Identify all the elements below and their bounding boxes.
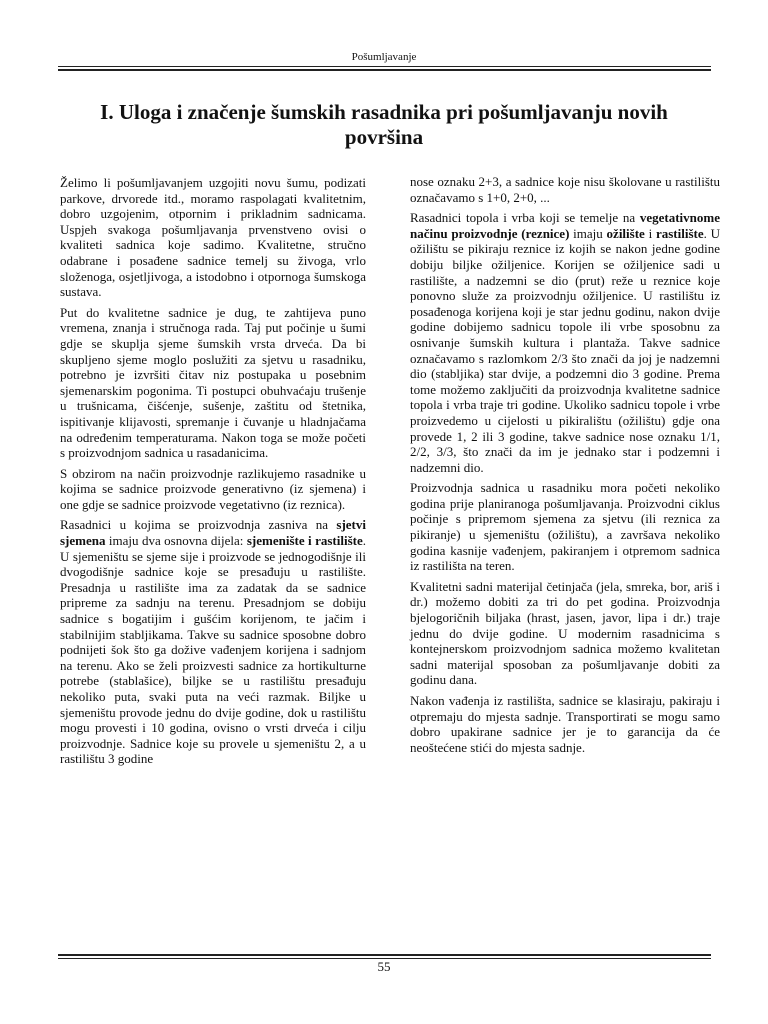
page-number: 55 bbox=[377, 959, 391, 974]
paragraph: Put do kvalitetne sadnice je dug, te zahtijeva puno vremena, znanja i stručnoga rada. Taj put počinje u šumi gdje se skuplja sjeme šumskih vrsta drveća. Da bi skupljeno sjeme moglo poslužiti za sjetvu u rasadniku, potrebno je izvršiti čitav niz postupaka u posebnim sjemenarskim pogonima. Ti postupci obuhvaćaju trušenje u trušnicama, čišćenje, sušenje, zaštitu od štetnika, ispitivanje klijavosti, spremanje i čuvanje u hladnjačama na određenim temperaturama. Nakon toga se može početi s proizvodnjom sadnica u rasadanicima. bbox=[60, 304, 366, 461]
header-rule-thick bbox=[58, 69, 711, 71]
running-header: Pošumljavanje bbox=[351, 51, 417, 63]
paragraph: Proizvodnja sadnica u rasadniku mora početi nekoliko godina prije planiranoga pošumljavanja. Proizvodni ciklus počinje s pripremom sjemena za sjetvu (ili reznica za pikiranje) u sjemeništu (ožilištu), a završava nekoliko godina kasnije vađenjem, pakiranjem i otpremom sadnica iz rastilišta na teren. bbox=[410, 480, 720, 574]
right-column bbox=[410, 174, 720, 760]
text-run: imaju bbox=[569, 225, 607, 241]
text-run: Rasadnici u kojima se proizvodnja zasniva na bbox=[60, 517, 337, 533]
paragraph: nose oznaku 2+3, a sadnice koje nisu školovane u rastilištu označavamo s 1+0, 2+0, ... bbox=[410, 174, 720, 205]
footer-rule-thick bbox=[58, 954, 711, 956]
text-run: imaju dva osnovna dijela: bbox=[105, 533, 247, 549]
paragraph: Želimo li pošumljavanjem uzgojiti novu šumu, podizati parkove, drvorede itd., moramo raspolagati kvalitetnim, dobro uzgojenim, otpornim i prikladnim sadnicama. Uspjeh svakoga pošumljavanja prvenstveno ovisi o kvaliteti sadnica koje sadimo. Kvalitetne, stručno odabrane i posađene sadnice temelj su živoga, vrlo složenoga, osjetljivoga, a istodobno i otpornoga šumskoga sustava. bbox=[60, 175, 366, 300]
bold-term: sjetvi sjemena bbox=[60, 517, 366, 549]
bold-term: vegetativnome načinu proizvodnje (reznice) bbox=[410, 210, 720, 241]
paragraph: S obzirom na način proizvodnje razlikujemo rasadnike u kojima se sadnice proizvode generativno (iz sjemena) i one gdje se sadnice proizvode vegetativno (iz reznica). bbox=[60, 465, 366, 512]
text-run: Rasadnici topola i vrba koji se temelje na bbox=[410, 210, 640, 226]
left-column bbox=[60, 175, 366, 772]
header-rule-thin bbox=[58, 66, 711, 67]
paragraph bbox=[410, 210, 720, 475]
paragraph bbox=[60, 517, 366, 767]
text-run: . U ožilištu se pikiraju reznice iz kojih se nakon jedne godine dobiju biljke ožiljenice. Korijen se ožiljenice sadi u rastilište, a nadzemni se dio (prut) reže u reznice koje ponovno služe za proizvodnju ožiljenice. U rastilištu iz posađenoga korijena koji je star jednu godinu, nakon dvije godine dobijemo sadnicu topole ili vrbe sposobnu za osnivanje šumskih kultura i plantaža. Takve sadnice označavamo s razlomkom 2/3 što znači da joj je nadzemni dio (stabljika) star dvije, a podzemni dio 3 godine. Prema tome možemo zaključiti da proizvodnja kvalitetne sadnice topola i vrba traje tri godine. Ukoliko sadnicu topole i vrbe proizvedemo u cijelosti u pikiralištu (ožilištu) gdje ona provede 1, 2 ili 3 godine, takve sadnice nose oznaku 1/1, 2/2, 3/3, što znači da im je jednako star i podzemni i nadzemni dio. bbox=[410, 225, 721, 475]
bold-term: sjemenište i rastilište bbox=[246, 533, 363, 549]
bold-term: rastilište bbox=[655, 225, 704, 241]
text-run: . U sjemeništu se sjeme sije i proizvode se jednogodišnje ili dvogodišnje sadnice koje se presađuju u rastilište. Presadnja u rastilište ima za zadatak da se sadnice pripreme za sadnju na terenu. Presadnjom se dobiju sadnice s bogatijim i gušćim korijenom, te jačim i stabilnijim stabljikama. Takve su sadnice sposobne dobro podnijeti šok što ga dožive vađenjem korijena i sadnjom na terenu. Ako se želi proizvesti sadnice za hortikulturne potrebe (stablašice), biljke se u rastilištu presađuju nekoliko puta, svaki puta na veći razmak. Biljke u sjemeništu provode jednu do dvije godine, dok u rastilištu mogu provesti i 10 godina, ovisno o vrsti drveća i cilju proizvodnje. Sadnice koje su provele u sjemeništu 2, a u rastilištu 3 godine bbox=[60, 533, 366, 767]
paragraph: Nakon vađenja iz rastilišta, sadnice se klasiraju, pakiraju i otpremaju do mjesta sadnje. Transportirati se mogu samo dobro upakirane sadnice jer je to garancija da će neoštećene stići do mjesta sadnje. bbox=[410, 693, 720, 755]
paragraph: Kvalitetni sadni materijal četinjača (jela, smreka, bor, ariš i dr.) možemo dobiti za tri do pet godina. Proizvodnja bjelogoričnih biljaka (hrast, jasen, javor, lipa i dr.) traje jednu do dvije godine. U modernim rasadnicima s kontejnerskom proizvodnjom sadnica možemo kvalitetan sadni materijal sposoban za pošumljavanje dobiti za godinu dana. bbox=[410, 578, 720, 688]
chapter-title: I. Uloga i značenje šumskih rasadnika pri pošumljavanju novih površina bbox=[100, 100, 668, 149]
text-run: i bbox=[644, 225, 656, 241]
bold-term: ožilište bbox=[606, 225, 645, 241]
